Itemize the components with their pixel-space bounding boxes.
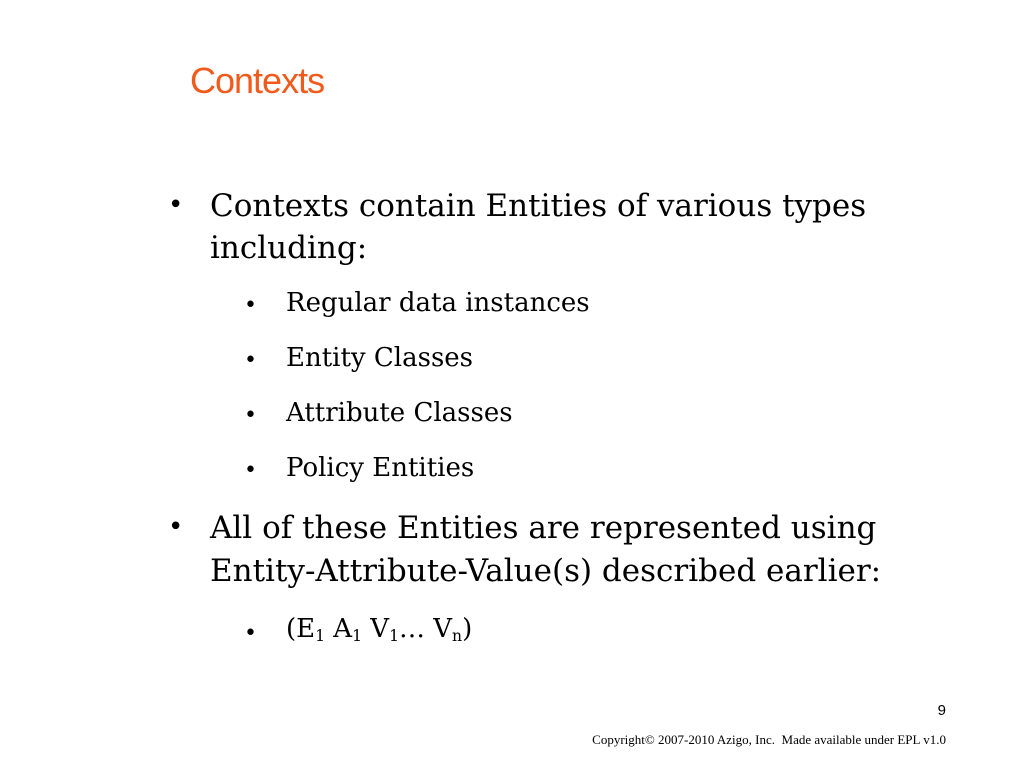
slide-title: Contexts [190, 60, 325, 101]
sub-bullet-marker: • [244, 403, 257, 428]
sub-item-attribute-classes: Attribute Classes [286, 398, 513, 428]
formula-eav [286, 614, 472, 645]
bullet-2-line-1: All of these Entities are represented using [210, 510, 877, 546]
bullet-2-line-2: Entity-Attribute-Value(s) described earlier: [210, 553, 882, 589]
formula-e-subscript: 1 [315, 626, 326, 645]
bullet-1-line-1: Contexts contain Entities of various types [210, 188, 867, 224]
formula-v1: V [362, 614, 390, 644]
bullet-marker: • [168, 190, 184, 220]
formula-ellipsis: … V [398, 614, 453, 644]
formula-vn-subscript: n [452, 626, 463, 645]
bullet-1-line-2: including: [210, 230, 368, 266]
sub-bullet-marker: • [244, 458, 257, 483]
sub-bullet-marker: • [244, 293, 257, 318]
bullet-marker: • [168, 512, 184, 542]
sub-bullet-marker: • [244, 621, 257, 646]
page-number: 9 [937, 702, 946, 719]
sub-item-regular-data-instances: Regular data instances [286, 288, 590, 318]
copyright-notice: Copyright© 2007-2010 Azigo, Inc. Made available under EPL v1.0 [592, 732, 946, 747]
sub-item-policy-entities: Policy Entities [286, 453, 475, 483]
formula-close: ) [462, 614, 473, 644]
formula-a-subscript: 1 [352, 626, 363, 645]
sub-item-entity-classes: Entity Classes [286, 343, 474, 373]
sub-bullet-marker: • [244, 348, 257, 373]
formula-v1-subscript: 1 [389, 626, 399, 645]
formula-open: (E [286, 614, 316, 644]
formula-a: A [325, 614, 353, 644]
